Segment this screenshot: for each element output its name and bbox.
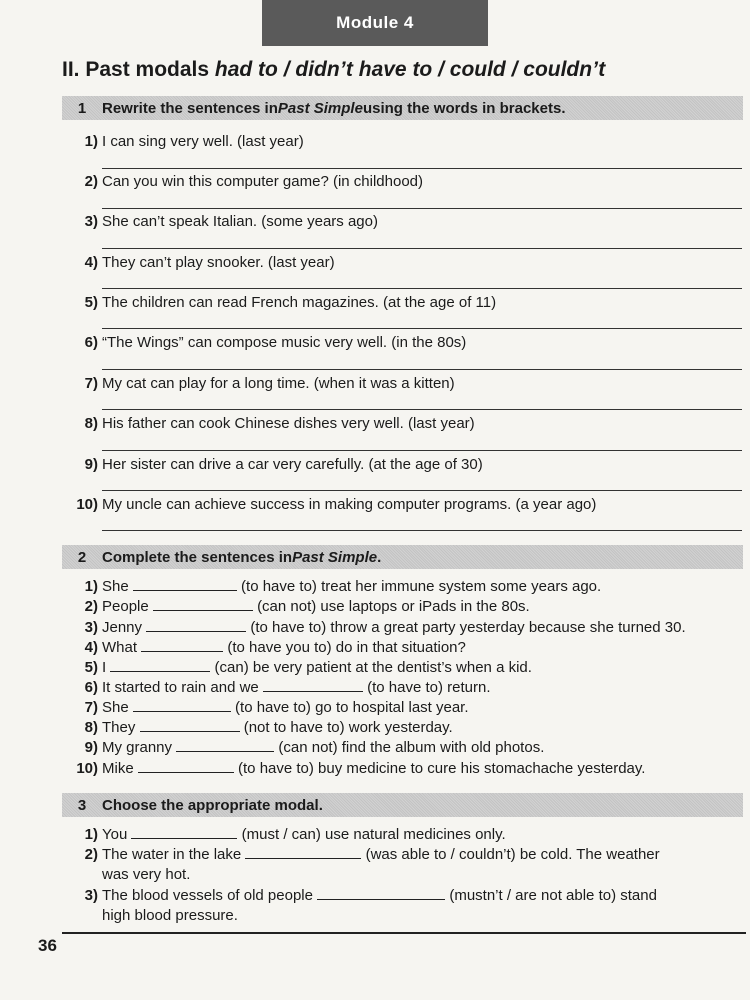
answer-blank[interactable] bbox=[133, 698, 231, 712]
answer-blank[interactable] bbox=[146, 618, 246, 632]
ex2-item: 3) Jenny (to have to) throw a great party yesterday because she turned 30. bbox=[84, 619, 686, 636]
answer-blank[interactable] bbox=[245, 845, 361, 859]
ex1-item: 1) I can sing very well. (last year) bbox=[84, 133, 304, 150]
exercise-2-header: 2 Complete the sentences in Past Simple . bbox=[62, 545, 743, 569]
answer-blank[interactable] bbox=[140, 718, 240, 732]
ex2-item: 2) People (can not) use laptops or iPads in the 80s. bbox=[84, 598, 530, 615]
ex1-item: 6) “The Wings” can compose music very well. (in the 80s) bbox=[84, 334, 467, 351]
ex2-item: 4) What (to have you to) do in that situation? bbox=[84, 639, 466, 656]
answer-blank[interactable] bbox=[317, 886, 445, 900]
ex1-item: 3) She can’t speak Italian. (some years ago) bbox=[84, 213, 378, 230]
ex2-item: 5) I (can) be very patient at the dentist’s when a kid. bbox=[84, 659, 532, 676]
exercise-3-header: 3 Choose the appropriate modal. bbox=[62, 793, 743, 817]
ex2-item: 7) She (to have to) go to hospital last year. bbox=[84, 699, 469, 716]
ex1-item: 4) They can’t play snooker. (last year) bbox=[84, 254, 335, 271]
ex3-item: 2) The water in the lake (was able to / couldn’t) be cold. The weather was very hot. bbox=[84, 846, 660, 883]
answer-line[interactable] bbox=[102, 328, 742, 329]
ex1-item: 10) My uncle can achieve success in making computer programs. (a year ago) bbox=[76, 496, 597, 513]
ex1-item: 5) The children can read French magazines. (at the age of 11) bbox=[84, 294, 497, 311]
ex2-item: 8) They (not to have to) work yesterday. bbox=[84, 719, 453, 736]
ex2-item: 6) It started to rain and we (to have to) return. bbox=[84, 679, 491, 696]
answer-blank[interactable] bbox=[176, 738, 274, 752]
answer-line[interactable] bbox=[102, 369, 742, 370]
answer-line[interactable] bbox=[102, 288, 742, 289]
ex1-item: 8) His father can cook Chinese dishes very well. (last year) bbox=[84, 415, 475, 432]
answer-blank[interactable] bbox=[133, 577, 237, 591]
ex2-item: 1) She (to have to) treat her immune system some years ago. bbox=[84, 578, 602, 595]
answer-line[interactable] bbox=[102, 530, 742, 531]
ex1-item: 2) Can you win this computer game? (in childhood) bbox=[84, 173, 423, 190]
answer-blank[interactable] bbox=[138, 759, 234, 773]
page-number: 36 bbox=[38, 936, 57, 955]
answer-line[interactable] bbox=[102, 208, 742, 209]
answer-line[interactable] bbox=[102, 450, 742, 451]
module-tab: Module 4 bbox=[262, 0, 488, 46]
answer-blank[interactable] bbox=[263, 678, 363, 692]
answer-line[interactable] bbox=[102, 409, 742, 410]
ex1-item: 7) My cat can play for a long time. (when it was a kitten) bbox=[84, 375, 455, 392]
answer-blank[interactable] bbox=[110, 658, 210, 672]
answer-line[interactable] bbox=[102, 168, 742, 169]
answer-line[interactable] bbox=[102, 248, 742, 249]
ex2-item: 9) My granny (can not) find the album with old photos. bbox=[84, 739, 545, 756]
ex2-item: 10) Mike (to have to) buy medicine to cure his stomachache yesterday. bbox=[76, 760, 646, 777]
answer-blank[interactable] bbox=[153, 597, 253, 611]
ex1-item: 9) Her sister can drive a car very carefully. (at the age of 30) bbox=[84, 456, 483, 473]
exercise-1-header: 1 Rewrite the sentences in Past Simple using the words in brackets. bbox=[62, 96, 743, 120]
answer-line[interactable] bbox=[102, 490, 742, 491]
page-title: II. Past modals had to / didn’t have to / could / couldn’t bbox=[62, 58, 606, 81]
ex3-item: 1) You (must / can) use natural medicines only. bbox=[84, 826, 506, 843]
answer-blank[interactable] bbox=[131, 825, 237, 839]
answer-blank[interactable] bbox=[141, 638, 223, 652]
ex3-item: 3) The blood vessels of old people (mustn’t / are not able to) stand high blood pressure. bbox=[84, 887, 657, 924]
footer-divider bbox=[62, 932, 746, 934]
